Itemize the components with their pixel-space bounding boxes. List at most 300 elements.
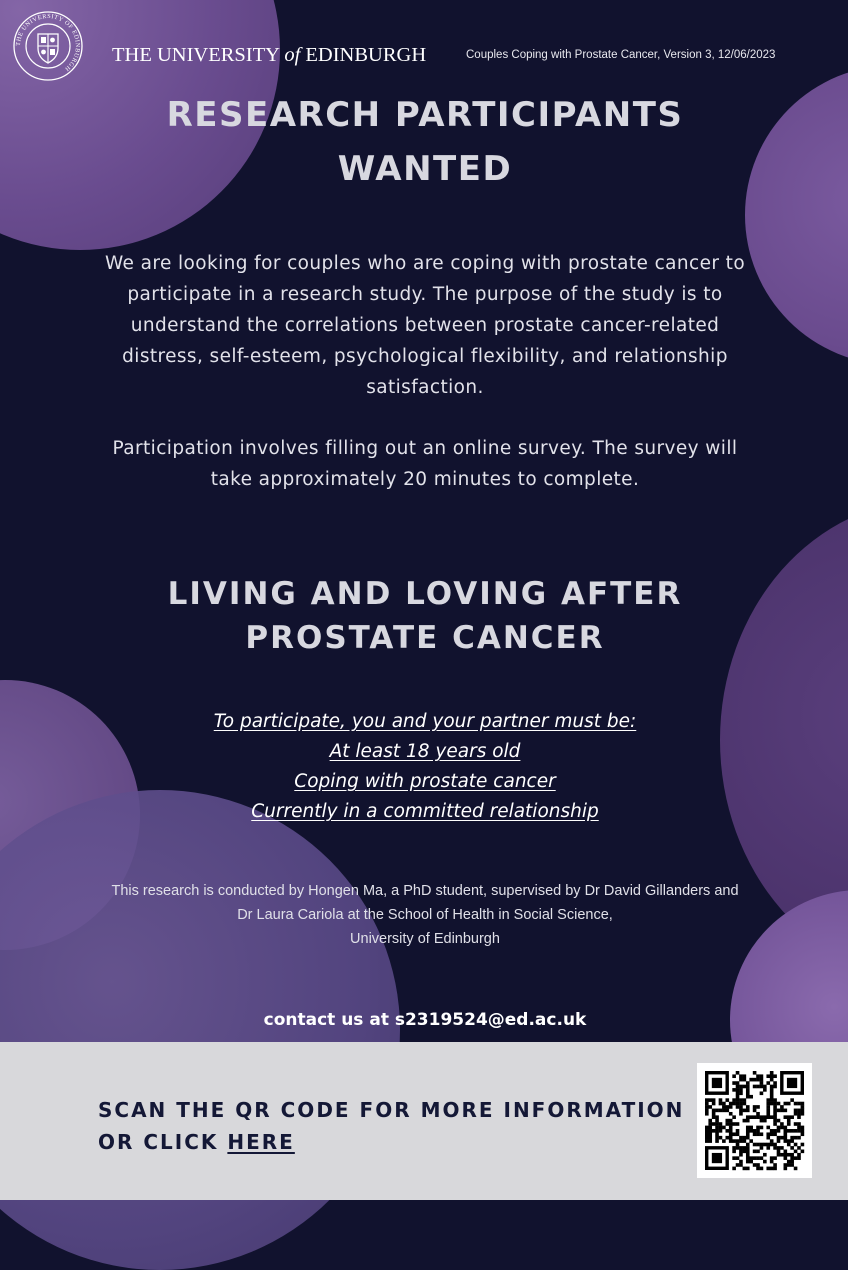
qr-module (790, 1129, 794, 1133)
qr-module (743, 1074, 747, 1078)
qr-module (797, 1122, 801, 1126)
qr-module (784, 1129, 788, 1133)
qr-module (760, 1091, 764, 1095)
qr-module (773, 1115, 777, 1119)
qr-module (784, 1139, 788, 1143)
qr-module (743, 1167, 747, 1171)
qr-module (797, 1109, 801, 1113)
version-label: Couples Coping with Prostate Cancer, Version 3, 12/06/2023 (466, 49, 776, 61)
qr-module (746, 1160, 750, 1164)
qr-module (708, 1126, 712, 1130)
qr-module (749, 1095, 753, 1099)
qr-module (790, 1136, 794, 1140)
qr-module (790, 1156, 794, 1160)
university-seal-logo (12, 10, 84, 82)
qr-module (787, 1115, 791, 1119)
decorative-circle (745, 65, 848, 365)
qr-module (732, 1098, 736, 1102)
footer-cta-line2: OR CLICK HERE (98, 1130, 295, 1154)
qr-module (763, 1160, 767, 1164)
university-name: THE UNIVERSITY of EDINBURGH (112, 44, 427, 66)
qr-module (743, 1078, 747, 1082)
qr-module (708, 1136, 712, 1140)
qr-module (753, 1109, 757, 1113)
qr-module (787, 1129, 791, 1133)
credit-institution: University of Edinburgh (350, 931, 500, 947)
qr-module (794, 1156, 798, 1160)
qr-module (773, 1129, 777, 1133)
qr-module (743, 1102, 747, 1106)
footer-cta-line1: SCAN THE QR CODE FOR MORE INFORMATION (98, 1098, 685, 1122)
qr-module (743, 1098, 747, 1102)
qr-module (746, 1088, 750, 1092)
qr-module (777, 1153, 781, 1157)
qr-module (732, 1146, 736, 1150)
qr-module (766, 1074, 770, 1078)
qr-module (784, 1115, 788, 1119)
qr-module (794, 1129, 798, 1133)
qr-module (784, 1150, 788, 1154)
qr-module (753, 1071, 757, 1075)
qr-module (773, 1098, 777, 1102)
qr-module (770, 1167, 774, 1171)
qr-module (766, 1146, 770, 1150)
qr-module (739, 1091, 743, 1095)
qr-module (746, 1136, 750, 1140)
qr-module (708, 1122, 712, 1126)
qr-module (763, 1143, 767, 1147)
qr-module (770, 1102, 774, 1106)
criteria-item: Coping with prostate cancer (294, 771, 556, 792)
qr-module (746, 1150, 750, 1154)
qr-module (739, 1085, 743, 1089)
qr-module (746, 1115, 750, 1119)
qr-module (736, 1081, 740, 1085)
qr-module (794, 1167, 798, 1171)
qr-module (712, 1153, 722, 1163)
qr-module (777, 1129, 781, 1133)
qr-module (736, 1085, 740, 1089)
qr-module (712, 1112, 716, 1116)
qr-module (770, 1088, 774, 1092)
qr-module (729, 1132, 733, 1136)
study-title: LIVING AND LOVING AFTER PROSTATE CANCER (167, 576, 683, 656)
qr-module (766, 1098, 770, 1102)
qr-module (760, 1146, 764, 1150)
qr-module (770, 1071, 774, 1075)
qr-module (719, 1098, 723, 1102)
qr-module (729, 1136, 733, 1140)
qr-module (777, 1146, 781, 1150)
qr-module (777, 1136, 781, 1140)
qr-module (797, 1146, 801, 1150)
qr-module (736, 1071, 740, 1075)
qr-module (736, 1095, 740, 1099)
qr-module (790, 1153, 794, 1157)
qr-module (801, 1105, 805, 1109)
qr-module (794, 1136, 798, 1140)
qr-module (773, 1167, 777, 1171)
qr-module (801, 1129, 805, 1133)
qr-module (708, 1105, 712, 1109)
qr-module (766, 1081, 770, 1085)
qr-module (784, 1102, 788, 1106)
qr-module (739, 1105, 743, 1109)
qr-module (732, 1081, 736, 1085)
qr-module (773, 1146, 777, 1150)
qr-module (743, 1146, 747, 1150)
footer-banner (0, 1042, 848, 1200)
qr-module (725, 1136, 729, 1140)
qr-module (746, 1156, 750, 1160)
qr-module (790, 1146, 794, 1150)
qr-module (725, 1122, 729, 1126)
qr-module (736, 1163, 740, 1167)
qr-module (770, 1156, 774, 1160)
qr-module (705, 1112, 709, 1116)
contact-email[interactable]: contact us at s2319524@ed.ac.uk (263, 1010, 587, 1030)
qr-module (715, 1122, 719, 1126)
qr-module (787, 1160, 791, 1164)
qr-module (746, 1095, 750, 1099)
qr-module (736, 1105, 740, 1109)
qr-module (773, 1132, 777, 1136)
qr-module (732, 1139, 736, 1143)
qr-module (749, 1078, 753, 1082)
qr-module (708, 1098, 712, 1102)
qr-module (787, 1119, 791, 1123)
qr-module (801, 1102, 805, 1106)
qr-module (736, 1088, 740, 1092)
qr-module (749, 1160, 753, 1164)
qr-module (732, 1167, 736, 1171)
qr-module (746, 1085, 750, 1089)
qr-module (725, 1105, 729, 1109)
qr-module (739, 1074, 743, 1078)
qr-module (705, 1105, 709, 1109)
qr-module (797, 1156, 801, 1160)
qr-module (797, 1126, 801, 1130)
here-link[interactable]: HERE (227, 1130, 295, 1154)
qr-module (743, 1085, 747, 1089)
qr-module (715, 1119, 719, 1123)
qr-module (743, 1150, 747, 1154)
qr-module (739, 1098, 743, 1102)
qr-module (705, 1109, 709, 1113)
credit-text: This research is conducted by Hongen Ma, a PhD student, supervised by Dr David Gillanders and Dr Laura Cariola at the School of Health in Social Science, (111, 883, 739, 923)
qr-module (773, 1085, 777, 1089)
qr-module (760, 1074, 764, 1078)
qr-module (756, 1143, 760, 1147)
qr-module (770, 1132, 774, 1136)
qr-module (787, 1143, 791, 1147)
qr-module (766, 1112, 770, 1116)
qr-module (766, 1132, 770, 1136)
qr-module (780, 1136, 784, 1140)
header (10, 10, 840, 82)
qr-module (732, 1150, 736, 1154)
qr-module (766, 1115, 770, 1119)
qr-module (729, 1122, 733, 1126)
qr-module (756, 1085, 760, 1089)
qr-module (790, 1139, 794, 1143)
qr-module (797, 1129, 801, 1133)
qr-module (705, 1102, 709, 1106)
qr-module (715, 1109, 719, 1113)
qr-module (749, 1129, 753, 1133)
qr-module (756, 1078, 760, 1082)
qr-module (712, 1098, 716, 1102)
qr-module (715, 1129, 719, 1133)
qr-module (770, 1143, 774, 1147)
qr-module (773, 1163, 777, 1167)
qr-module (760, 1143, 764, 1147)
qr-module (787, 1078, 797, 1088)
qr-module (777, 1119, 781, 1123)
qr-module (722, 1139, 726, 1143)
qr-module (770, 1085, 774, 1089)
qr-module (756, 1150, 760, 1154)
svg-text:THE UNIVERSITY OF EDINBURGH: THE UNIVERSITY OF EDINBURGH (14, 12, 82, 73)
qr-module (780, 1109, 784, 1113)
qr-module (801, 1109, 805, 1113)
qr-module (736, 1143, 740, 1147)
qr-module (790, 1115, 794, 1119)
qr-module (797, 1115, 801, 1119)
qr-module (770, 1098, 774, 1102)
qr-module (729, 1129, 733, 1133)
qr-module (732, 1156, 736, 1160)
qr-module (712, 1122, 716, 1126)
qr-module (780, 1146, 784, 1150)
qr-module (790, 1160, 794, 1164)
qr-module (760, 1132, 764, 1136)
qr-module (736, 1156, 740, 1160)
qr-module (753, 1129, 757, 1133)
qr-module (705, 1136, 709, 1140)
qr-module (773, 1081, 777, 1085)
qr-module (794, 1109, 798, 1113)
qr-module (766, 1143, 770, 1147)
qr-module (746, 1081, 750, 1085)
qr-module (756, 1156, 760, 1160)
qr-module (763, 1119, 767, 1123)
qr-module (743, 1109, 747, 1113)
qr-module (780, 1126, 784, 1130)
qr-module (746, 1129, 750, 1133)
qr-code-image (697, 1063, 812, 1178)
qr-module (739, 1160, 743, 1164)
qr-module (705, 1129, 709, 1133)
qr-module (787, 1163, 791, 1167)
qr-module (777, 1139, 781, 1143)
qr-module (777, 1126, 781, 1130)
qr-module (756, 1167, 760, 1171)
qr-module (736, 1132, 740, 1136)
qr-module (719, 1109, 723, 1113)
qr-module (746, 1126, 750, 1130)
qr-module (766, 1105, 770, 1109)
qr-module (739, 1136, 743, 1140)
qr-module (736, 1102, 740, 1106)
qr-module (773, 1102, 777, 1106)
qr-module (739, 1112, 743, 1116)
qr-module (743, 1136, 747, 1140)
qr-module (753, 1105, 757, 1109)
qr-module (715, 1132, 719, 1136)
qr-module (784, 1153, 788, 1157)
qr-module (719, 1136, 723, 1140)
qr-module (732, 1102, 736, 1106)
qr-module (777, 1102, 781, 1106)
qr-module (760, 1167, 764, 1171)
qr-module (715, 1115, 719, 1119)
qr-module (722, 1109, 726, 1113)
qr-module (729, 1112, 733, 1116)
qr-module (705, 1098, 709, 1102)
qr-module (787, 1122, 791, 1126)
qr-module (708, 1139, 712, 1143)
qr-module (746, 1105, 750, 1109)
qr-module (715, 1136, 719, 1140)
qr-module (763, 1115, 767, 1119)
qr-module (753, 1115, 757, 1119)
qr-module (770, 1078, 774, 1082)
qr-module (736, 1139, 740, 1143)
qr-module (801, 1112, 805, 1116)
qr-module (736, 1098, 740, 1102)
qr-module (749, 1126, 753, 1130)
qr-module (739, 1139, 743, 1143)
qr-module (736, 1146, 740, 1150)
qr-module (746, 1153, 750, 1157)
qr-module (722, 1105, 726, 1109)
qr-module (787, 1102, 791, 1106)
qr-module (756, 1129, 760, 1133)
qr-module (746, 1119, 750, 1123)
qr-module (736, 1091, 740, 1095)
qr-module (756, 1132, 760, 1136)
qr-module (708, 1129, 712, 1133)
qr-module (749, 1115, 753, 1119)
qr-module (719, 1102, 723, 1106)
qr-module (753, 1132, 757, 1136)
qr-module (770, 1091, 774, 1095)
qr-module (760, 1156, 764, 1160)
qr-module (725, 1119, 729, 1123)
qr-module (784, 1167, 788, 1171)
qr-module (756, 1112, 760, 1116)
qr-module (736, 1129, 740, 1133)
qr-module (753, 1163, 757, 1167)
qr-module (743, 1139, 747, 1143)
qr-module (773, 1105, 777, 1109)
qr-module (766, 1136, 770, 1140)
qr-module (766, 1167, 770, 1171)
qr-module (732, 1115, 736, 1119)
page-title: RESEARCH PARTICIPANTS WANTED (166, 95, 684, 189)
qr-module (784, 1109, 788, 1113)
qr-module (739, 1109, 743, 1113)
qr-module (736, 1122, 740, 1126)
qr-module (773, 1156, 777, 1160)
qr-module (722, 1126, 726, 1130)
qr-module (770, 1129, 774, 1133)
qr-module (766, 1109, 770, 1113)
qr-module (797, 1102, 801, 1106)
qr-module (794, 1122, 798, 1126)
qr-module (770, 1115, 774, 1119)
qr-module (729, 1126, 733, 1130)
qr-module (784, 1126, 788, 1130)
qr-module (715, 1139, 719, 1143)
qr-module (739, 1146, 743, 1150)
qr-module (777, 1109, 781, 1113)
qr-module (732, 1074, 736, 1078)
qr-module (732, 1088, 736, 1092)
qr-module (787, 1153, 791, 1157)
qr-module (729, 1105, 733, 1109)
qr-module (725, 1109, 729, 1113)
footer-cta (98, 1094, 684, 1158)
qr-module (770, 1139, 774, 1143)
qr-module (739, 1153, 743, 1157)
qr-module (739, 1088, 743, 1092)
qr-module (749, 1156, 753, 1160)
qr-module (790, 1163, 794, 1167)
qr-module (784, 1136, 788, 1140)
qr-module (712, 1078, 722, 1088)
qr-module (801, 1126, 805, 1130)
qr-module (794, 1102, 798, 1106)
criteria-intro: To participate, you and your partner must be: (213, 711, 637, 732)
qr-module (770, 1095, 774, 1099)
qr-code[interactable] (697, 1063, 812, 1178)
eligibility-criteria (100, 707, 750, 827)
qr-module (712, 1129, 716, 1133)
qr-module (770, 1074, 774, 1078)
qr-module (770, 1160, 774, 1164)
qr-module (743, 1119, 747, 1123)
qr-module (746, 1143, 750, 1147)
qr-module (756, 1074, 760, 1078)
qr-module (773, 1143, 777, 1147)
qr-module (749, 1139, 753, 1143)
qr-module (712, 1109, 716, 1113)
qr-module (719, 1129, 723, 1133)
participation-description: Participation involves filling out an online survey. The survey will take approximately 20 minutes to complete. (112, 438, 738, 490)
qr-module (708, 1132, 712, 1136)
qr-module (801, 1132, 805, 1136)
qr-module (773, 1119, 777, 1123)
qr-module (763, 1085, 767, 1089)
qr-module (756, 1126, 760, 1130)
qr-module (729, 1119, 733, 1123)
qr-module (760, 1119, 764, 1123)
qr-module (732, 1132, 736, 1136)
qr-module (732, 1122, 736, 1126)
qr-module (753, 1156, 757, 1160)
qr-module (760, 1078, 764, 1082)
qr-module (780, 1153, 784, 1157)
study-description: We are looking for couples who are coping with prostate cancer to participate in a research study. The purpose of the study is to understand the correlations between prostate cancer-related distress, self-esteem, psychological flexibility, and relationship satisfaction. (104, 253, 746, 398)
qr-module (753, 1143, 757, 1147)
qr-module (784, 1132, 788, 1136)
qr-module (705, 1132, 709, 1136)
qr-module (746, 1146, 750, 1150)
qr-module (794, 1150, 798, 1154)
qr-module (729, 1139, 733, 1143)
